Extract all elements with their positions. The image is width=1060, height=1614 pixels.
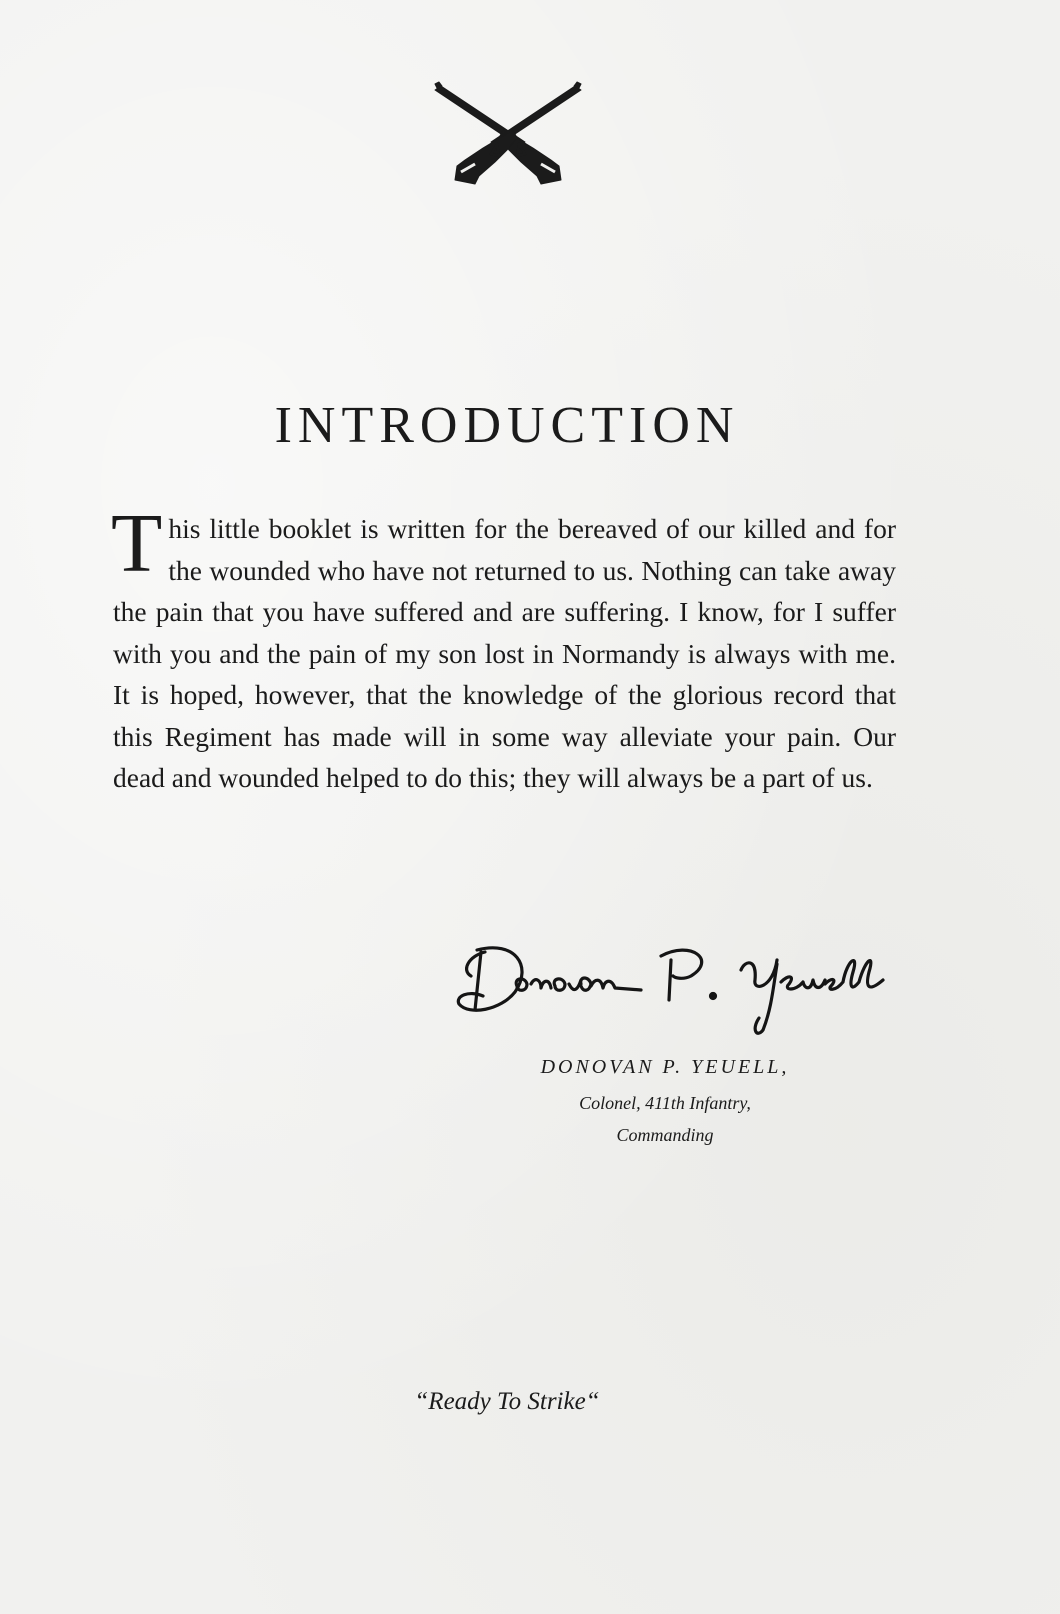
crossed-rifles-icon — [433, 80, 583, 192]
handwritten-signature — [455, 930, 895, 1040]
page-title: INTRODUCTION — [274, 397, 740, 454]
rifle-right-icon — [455, 82, 581, 184]
regiment-motto: “Ready To Strike“ — [414, 1388, 600, 1415]
drop-cap: T — [111, 497, 163, 590]
signatory-role: Commanding — [616, 1125, 714, 1145]
signatory-name: DONOVAN P. YEUELL, — [540, 1056, 790, 1078]
introduction-paragraph — [111, 497, 896, 799]
rifle-left-icon — [435, 82, 561, 184]
paragraph-text: his little booklet is written for the bereaved of our killed and for the wounded who have not returned to us. Nothing can take away the pain that you have suffered and are suffering. I know, for I suffer with you and the pain of my son lost in Normandy is always with me. It is hoped, however, that the knowledge of the glorious record that this Regiment has made will in some way alleviate your pain. Our dead and wounded helped to do this; they will always be a part of us. — [113, 513, 896, 793]
signatory-rank: Colonel, 411th Infantry, — [579, 1093, 751, 1113]
